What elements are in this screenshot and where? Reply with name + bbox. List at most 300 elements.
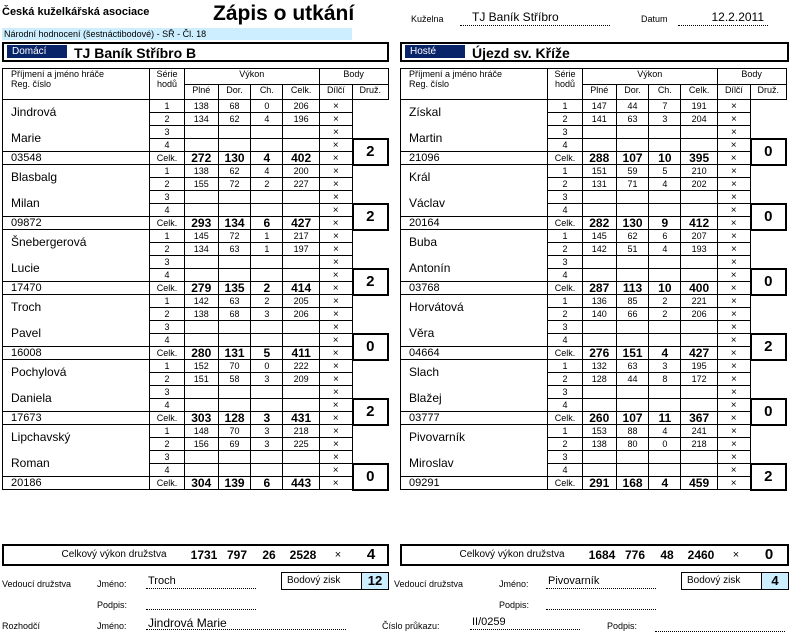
table-row bbox=[3, 282, 389, 295]
score-cell bbox=[649, 126, 681, 139]
score-cell bbox=[283, 334, 319, 347]
player-points: 0 bbox=[751, 269, 786, 295]
score-cell: 140 bbox=[582, 308, 616, 321]
away-captain-name[interactable]: Pivovarník bbox=[546, 575, 656, 589]
series-number: 4 bbox=[548, 269, 582, 282]
score-cell bbox=[681, 191, 717, 204]
score-cell: 2 bbox=[649, 295, 681, 308]
score-cell: 63 bbox=[616, 360, 648, 373]
score-cell: 5 bbox=[649, 165, 681, 178]
association-name: Česká kuželkářská asociace bbox=[2, 6, 150, 18]
score-cell: 205 bbox=[283, 295, 319, 308]
points-spacer bbox=[353, 165, 388, 204]
player-surname: Pochylová bbox=[3, 360, 150, 386]
partial-points-x: × bbox=[319, 438, 352, 451]
home-total-clear: 797 bbox=[226, 548, 248, 562]
col-series-header bbox=[150, 69, 184, 100]
score-cell: 6 bbox=[649, 230, 681, 243]
referee-name[interactable]: Jindrová Marie bbox=[146, 616, 346, 630]
score-cell: 206 bbox=[283, 100, 319, 113]
venue-field[interactable]: TJ Baník Stříbro bbox=[460, 10, 610, 26]
score-cell: 156 bbox=[184, 438, 218, 451]
home-total-score: 2528 bbox=[289, 548, 317, 562]
score-cell: 132 bbox=[582, 360, 616, 373]
score-cell bbox=[616, 191, 648, 204]
score-cell bbox=[582, 451, 616, 464]
score-cell bbox=[184, 321, 218, 334]
player-surname: Jindrová bbox=[3, 100, 150, 126]
series-number: 4 bbox=[150, 139, 184, 152]
score-cell: 59 bbox=[616, 165, 648, 178]
total-row-label: Celk. bbox=[150, 217, 184, 230]
table-row bbox=[401, 217, 787, 230]
player-total: 4 bbox=[649, 477, 681, 490]
score-cell bbox=[184, 451, 218, 464]
score-cell bbox=[582, 386, 616, 399]
score-cell: 3 bbox=[251, 425, 283, 438]
player-points: 2 bbox=[353, 204, 388, 230]
score-cell bbox=[649, 334, 681, 347]
table-row bbox=[3, 347, 389, 360]
partial-points-x: × bbox=[717, 438, 750, 451]
player-total: 4 bbox=[649, 347, 681, 360]
score-cell bbox=[616, 126, 648, 139]
partial-points-x: × bbox=[319, 100, 352, 113]
partial-points-x: × bbox=[319, 464, 352, 477]
series-number: 1 bbox=[150, 100, 184, 113]
player-points: 2 bbox=[751, 334, 786, 360]
score-cell: 206 bbox=[283, 308, 319, 321]
player-total: 400 bbox=[681, 282, 717, 295]
score-cell: 1 bbox=[251, 243, 283, 256]
score-cell: 71 bbox=[616, 178, 648, 191]
table-row bbox=[3, 126, 389, 139]
col-miss-header: Ch. bbox=[649, 84, 681, 100]
date-field[interactable]: 12.2.2011 bbox=[678, 10, 768, 26]
player-reg-number: 09872 bbox=[3, 217, 150, 230]
score-cell: 200 bbox=[283, 165, 319, 178]
away-captain-label: Vedoucí družstva bbox=[394, 579, 464, 589]
player-surname: Král bbox=[401, 165, 548, 191]
series-number: 2 bbox=[548, 373, 582, 386]
throws-label: hodů bbox=[554, 79, 575, 89]
score-cell: 62 bbox=[218, 113, 250, 126]
score-cell: 138 bbox=[184, 100, 218, 113]
referee-card[interactable]: II/0259 bbox=[470, 616, 580, 630]
partial-points-x: × bbox=[717, 347, 750, 360]
col-full-header: Plné bbox=[184, 84, 218, 100]
series-number: 1 bbox=[548, 295, 582, 308]
score-cell bbox=[582, 204, 616, 217]
score-cell bbox=[616, 256, 648, 269]
score-cell bbox=[251, 451, 283, 464]
score-cell: 225 bbox=[283, 438, 319, 451]
score-cell bbox=[251, 256, 283, 269]
player-points: 2 bbox=[353, 269, 388, 295]
score-cell bbox=[251, 269, 283, 282]
score-cell bbox=[649, 321, 681, 334]
table-row bbox=[3, 360, 389, 373]
table-row bbox=[3, 477, 389, 490]
table-row bbox=[3, 165, 389, 178]
partial-points-x: × bbox=[319, 217, 352, 230]
home-captain-name[interactable]: Troch bbox=[146, 575, 256, 589]
player-reg-number: 21096 bbox=[401, 152, 548, 165]
score-cell: 4 bbox=[649, 178, 681, 191]
player-reg-number: 03777 bbox=[401, 412, 548, 425]
series-number: 2 bbox=[548, 113, 582, 126]
score-cell bbox=[681, 464, 717, 477]
partial-points-x: × bbox=[717, 412, 750, 425]
series-number: 2 bbox=[548, 243, 582, 256]
score-cell bbox=[218, 204, 250, 217]
col-clear-header: Dor. bbox=[616, 84, 648, 100]
home-team-name: TJ Baník Stříbro B bbox=[74, 45, 197, 61]
score-cell: 51 bbox=[616, 243, 648, 256]
player-reg-number: 09291 bbox=[401, 477, 548, 490]
player-reg-number: 03548 bbox=[3, 152, 150, 165]
score-cell bbox=[616, 139, 648, 152]
score-cell: 241 bbox=[681, 425, 717, 438]
score-cell: 218 bbox=[681, 438, 717, 451]
series-number: 2 bbox=[150, 243, 184, 256]
partial-points-x: × bbox=[319, 243, 352, 256]
score-cell: 128 bbox=[582, 373, 616, 386]
partial-points-x: × bbox=[319, 204, 352, 217]
score-cell: 138 bbox=[582, 438, 616, 451]
col-team-header: Druž. bbox=[751, 84, 786, 100]
player-total: 367 bbox=[681, 412, 717, 425]
score-cell: 4 bbox=[649, 243, 681, 256]
col-reg-label: Reg. číslo bbox=[409, 79, 450, 89]
score-cell: 8 bbox=[649, 373, 681, 386]
player-first-name: Martin bbox=[401, 126, 548, 152]
player-total: 459 bbox=[681, 477, 717, 490]
score-cell bbox=[184, 334, 218, 347]
player-total: 443 bbox=[283, 477, 319, 490]
away-total-score: 2460 bbox=[687, 548, 715, 562]
col-total-header: Celk. bbox=[283, 84, 319, 100]
player-reg-number: 04664 bbox=[401, 347, 548, 360]
score-cell bbox=[251, 464, 283, 477]
player-first-name: Antonín bbox=[401, 256, 548, 282]
away-signature-field[interactable] bbox=[546, 597, 656, 610]
player-total: 134 bbox=[218, 217, 250, 230]
score-cell bbox=[184, 204, 218, 217]
score-cell: 148 bbox=[184, 425, 218, 438]
series-number: 1 bbox=[150, 360, 184, 373]
score-cell: 66 bbox=[616, 308, 648, 321]
partial-points-x: × bbox=[319, 451, 352, 464]
partial-points-x: × bbox=[319, 308, 352, 321]
score-cell bbox=[251, 386, 283, 399]
partial-points-x: × bbox=[717, 204, 750, 217]
score-cell bbox=[649, 191, 681, 204]
score-cell: 0 bbox=[251, 100, 283, 113]
series-number: 2 bbox=[548, 178, 582, 191]
score-cell: 3 bbox=[649, 360, 681, 373]
series-number: 2 bbox=[548, 308, 582, 321]
score-cell bbox=[616, 386, 648, 399]
partial-points-x: × bbox=[319, 360, 352, 373]
player-first-name: Milan bbox=[3, 191, 150, 217]
score-cell bbox=[184, 139, 218, 152]
score-cell bbox=[283, 126, 319, 139]
col-partial-header: Dílčí bbox=[319, 84, 352, 100]
score-cell: 172 bbox=[681, 373, 717, 386]
series-number: 1 bbox=[548, 360, 582, 373]
partial-points-x: × bbox=[717, 451, 750, 464]
home-team-points: 4 bbox=[366, 546, 376, 563]
referee-name-label: Jméno: bbox=[97, 621, 127, 631]
score-cell: 209 bbox=[283, 373, 319, 386]
score-cell: 204 bbox=[681, 113, 717, 126]
score-cell bbox=[649, 399, 681, 412]
player-first-name: Pavel bbox=[3, 321, 150, 347]
score-cell: 63 bbox=[218, 295, 250, 308]
partial-points-x: × bbox=[717, 139, 750, 152]
score-cell bbox=[616, 269, 648, 282]
table-row bbox=[3, 412, 389, 425]
home-total-x: × bbox=[334, 549, 342, 561]
score-cell bbox=[649, 256, 681, 269]
away-total-clear: 776 bbox=[624, 548, 646, 562]
player-reg-number: 16008 bbox=[3, 347, 150, 360]
col-total-header: Celk. bbox=[681, 84, 717, 100]
partial-points-x: × bbox=[717, 191, 750, 204]
series-number: 3 bbox=[150, 256, 184, 269]
score-cell: 3 bbox=[251, 373, 283, 386]
score-cell bbox=[184, 386, 218, 399]
series-number: 3 bbox=[150, 191, 184, 204]
score-cell bbox=[582, 256, 616, 269]
series-number: 2 bbox=[150, 178, 184, 191]
score-cell: 142 bbox=[582, 243, 616, 256]
score-cell bbox=[616, 451, 648, 464]
score-cell bbox=[649, 269, 681, 282]
score-cell bbox=[649, 451, 681, 464]
player-reg-number: 20164 bbox=[401, 217, 548, 230]
score-cell bbox=[681, 451, 717, 464]
score-cell: 68 bbox=[218, 308, 250, 321]
player-surname: Pivovarník bbox=[401, 425, 548, 451]
table-row bbox=[401, 152, 787, 165]
points-spacer bbox=[751, 230, 786, 269]
score-cell: 207 bbox=[681, 230, 717, 243]
series-number: 3 bbox=[548, 126, 582, 139]
score-cell bbox=[582, 464, 616, 477]
score-cell bbox=[184, 399, 218, 412]
away-point-gain bbox=[681, 572, 789, 590]
referee-label: Rozhodčí bbox=[2, 621, 41, 631]
points-spacer bbox=[751, 425, 786, 464]
table-row bbox=[401, 451, 787, 464]
player-total: 395 bbox=[681, 152, 717, 165]
score-cell: 221 bbox=[681, 295, 717, 308]
score-cell bbox=[616, 399, 648, 412]
series-number: 3 bbox=[150, 321, 184, 334]
score-cell: 147 bbox=[582, 100, 616, 113]
score-cell: 4 bbox=[251, 113, 283, 126]
score-cell bbox=[681, 269, 717, 282]
player-total: 412 bbox=[681, 217, 717, 230]
score-cell bbox=[681, 399, 717, 412]
score-cell bbox=[283, 256, 319, 269]
score-cell: 134 bbox=[184, 113, 218, 126]
score-cell bbox=[251, 321, 283, 334]
series-number: 1 bbox=[548, 230, 582, 243]
series-number: 3 bbox=[548, 451, 582, 464]
partial-points-x: × bbox=[717, 295, 750, 308]
score-cell bbox=[251, 139, 283, 152]
score-cell: 63 bbox=[616, 113, 648, 126]
partial-points-x: × bbox=[717, 243, 750, 256]
score-cell bbox=[681, 139, 717, 152]
score-cell: 152 bbox=[184, 360, 218, 373]
partial-points-x: × bbox=[717, 126, 750, 139]
col-name-label: Příjmení a jméno hráče bbox=[409, 69, 503, 79]
col-name-header bbox=[3, 69, 150, 100]
player-total: 128 bbox=[218, 412, 250, 425]
table-row bbox=[401, 230, 787, 243]
partial-points-x: × bbox=[717, 178, 750, 191]
series-number: 1 bbox=[548, 425, 582, 438]
player-total: 168 bbox=[616, 477, 648, 490]
score-cell bbox=[582, 334, 616, 347]
total-row-label: Celk. bbox=[150, 477, 184, 490]
player-first-name: Věra bbox=[401, 321, 548, 347]
total-row-label: Celk. bbox=[548, 347, 582, 360]
score-cell: 4 bbox=[251, 165, 283, 178]
score-cell bbox=[582, 399, 616, 412]
partial-points-x: × bbox=[319, 178, 352, 191]
score-cell bbox=[681, 256, 717, 269]
points-spacer bbox=[353, 425, 388, 464]
partial-points-x: × bbox=[319, 412, 352, 425]
score-cell bbox=[218, 399, 250, 412]
score-cell: 196 bbox=[283, 113, 319, 126]
home-tag: Domácí bbox=[7, 45, 67, 58]
player-surname: Horvátová bbox=[401, 295, 548, 321]
partial-points-x: × bbox=[717, 425, 750, 438]
table-row bbox=[401, 282, 787, 295]
player-total: 402 bbox=[283, 152, 319, 165]
points-spacer bbox=[751, 165, 786, 204]
player-total: 293 bbox=[184, 217, 218, 230]
table-row bbox=[401, 386, 787, 399]
table-row bbox=[401, 165, 787, 178]
series-number: 1 bbox=[548, 100, 582, 113]
page-title: Zápis o utkání bbox=[213, 2, 355, 25]
partial-points-x: × bbox=[717, 152, 750, 165]
player-first-name: Roman bbox=[3, 451, 150, 477]
series-number: 4 bbox=[150, 269, 184, 282]
player-total: 427 bbox=[283, 217, 319, 230]
table-row bbox=[401, 126, 787, 139]
home-signature-field[interactable] bbox=[146, 597, 256, 610]
partial-points-x: × bbox=[319, 347, 352, 360]
score-cell bbox=[218, 451, 250, 464]
series-number: 2 bbox=[150, 373, 184, 386]
partial-points-x: × bbox=[319, 282, 352, 295]
home-captain-label: Vedoucí družstva bbox=[2, 579, 72, 589]
score-cell: 72 bbox=[218, 178, 250, 191]
score-cell: 153 bbox=[582, 425, 616, 438]
player-surname: Buba bbox=[401, 230, 548, 256]
col-performance-header: Výkon bbox=[582, 69, 717, 85]
score-cell bbox=[616, 334, 648, 347]
player-total: 431 bbox=[283, 412, 319, 425]
partial-points-x: × bbox=[717, 360, 750, 373]
col-reg-label: Reg. číslo bbox=[11, 79, 52, 89]
player-total: 291 bbox=[582, 477, 616, 490]
table-row bbox=[401, 412, 787, 425]
score-cell: 2 bbox=[251, 178, 283, 191]
home-total-miss: 26 bbox=[262, 548, 276, 562]
player-points: 0 bbox=[353, 464, 388, 490]
table-row bbox=[3, 230, 389, 243]
series-number: 1 bbox=[548, 165, 582, 178]
player-total: 151 bbox=[616, 347, 648, 360]
table-row bbox=[401, 321, 787, 334]
player-surname: Slach bbox=[401, 360, 548, 386]
score-cell bbox=[283, 191, 319, 204]
total-row-label: Celk. bbox=[548, 217, 582, 230]
total-row-label: Celk. bbox=[150, 347, 184, 360]
score-cell: 202 bbox=[681, 178, 717, 191]
player-total: 10 bbox=[649, 152, 681, 165]
score-cell: 3 bbox=[251, 308, 283, 321]
partial-points-x: × bbox=[319, 425, 352, 438]
score-cell bbox=[251, 191, 283, 204]
score-cell: 62 bbox=[616, 230, 648, 243]
table-row bbox=[3, 256, 389, 269]
partial-points-x: × bbox=[717, 217, 750, 230]
score-cell: 191 bbox=[681, 100, 717, 113]
score-cell: 4 bbox=[649, 425, 681, 438]
score-cell: 206 bbox=[681, 308, 717, 321]
total-row-label: Celk. bbox=[150, 282, 184, 295]
venue-label: Kuželna bbox=[411, 14, 444, 24]
player-first-name: Marie bbox=[3, 126, 150, 152]
series-number: 4 bbox=[150, 204, 184, 217]
partial-points-x: × bbox=[717, 282, 750, 295]
referee-signature-field[interactable] bbox=[655, 619, 785, 632]
score-cell bbox=[649, 139, 681, 152]
partial-points-x: × bbox=[717, 269, 750, 282]
score-cell bbox=[283, 321, 319, 334]
col-points-header: Body bbox=[717, 69, 786, 85]
partial-points-x: × bbox=[319, 113, 352, 126]
partial-points-x: × bbox=[319, 269, 352, 282]
table-row bbox=[401, 477, 787, 490]
score-cell: 195 bbox=[681, 360, 717, 373]
col-performance-header: Výkon bbox=[184, 69, 319, 85]
home-point-gain bbox=[281, 572, 389, 590]
partial-points-x: × bbox=[717, 230, 750, 243]
player-points: 2 bbox=[751, 464, 786, 490]
series-number: 4 bbox=[150, 399, 184, 412]
score-cell bbox=[582, 126, 616, 139]
player-total: 3 bbox=[251, 412, 283, 425]
score-cell bbox=[184, 256, 218, 269]
table-row bbox=[3, 100, 389, 113]
partial-points-x: × bbox=[319, 256, 352, 269]
partial-points-x: × bbox=[717, 100, 750, 113]
series-number: 4 bbox=[548, 399, 582, 412]
score-cell: 134 bbox=[184, 243, 218, 256]
partial-points-x: × bbox=[319, 386, 352, 399]
